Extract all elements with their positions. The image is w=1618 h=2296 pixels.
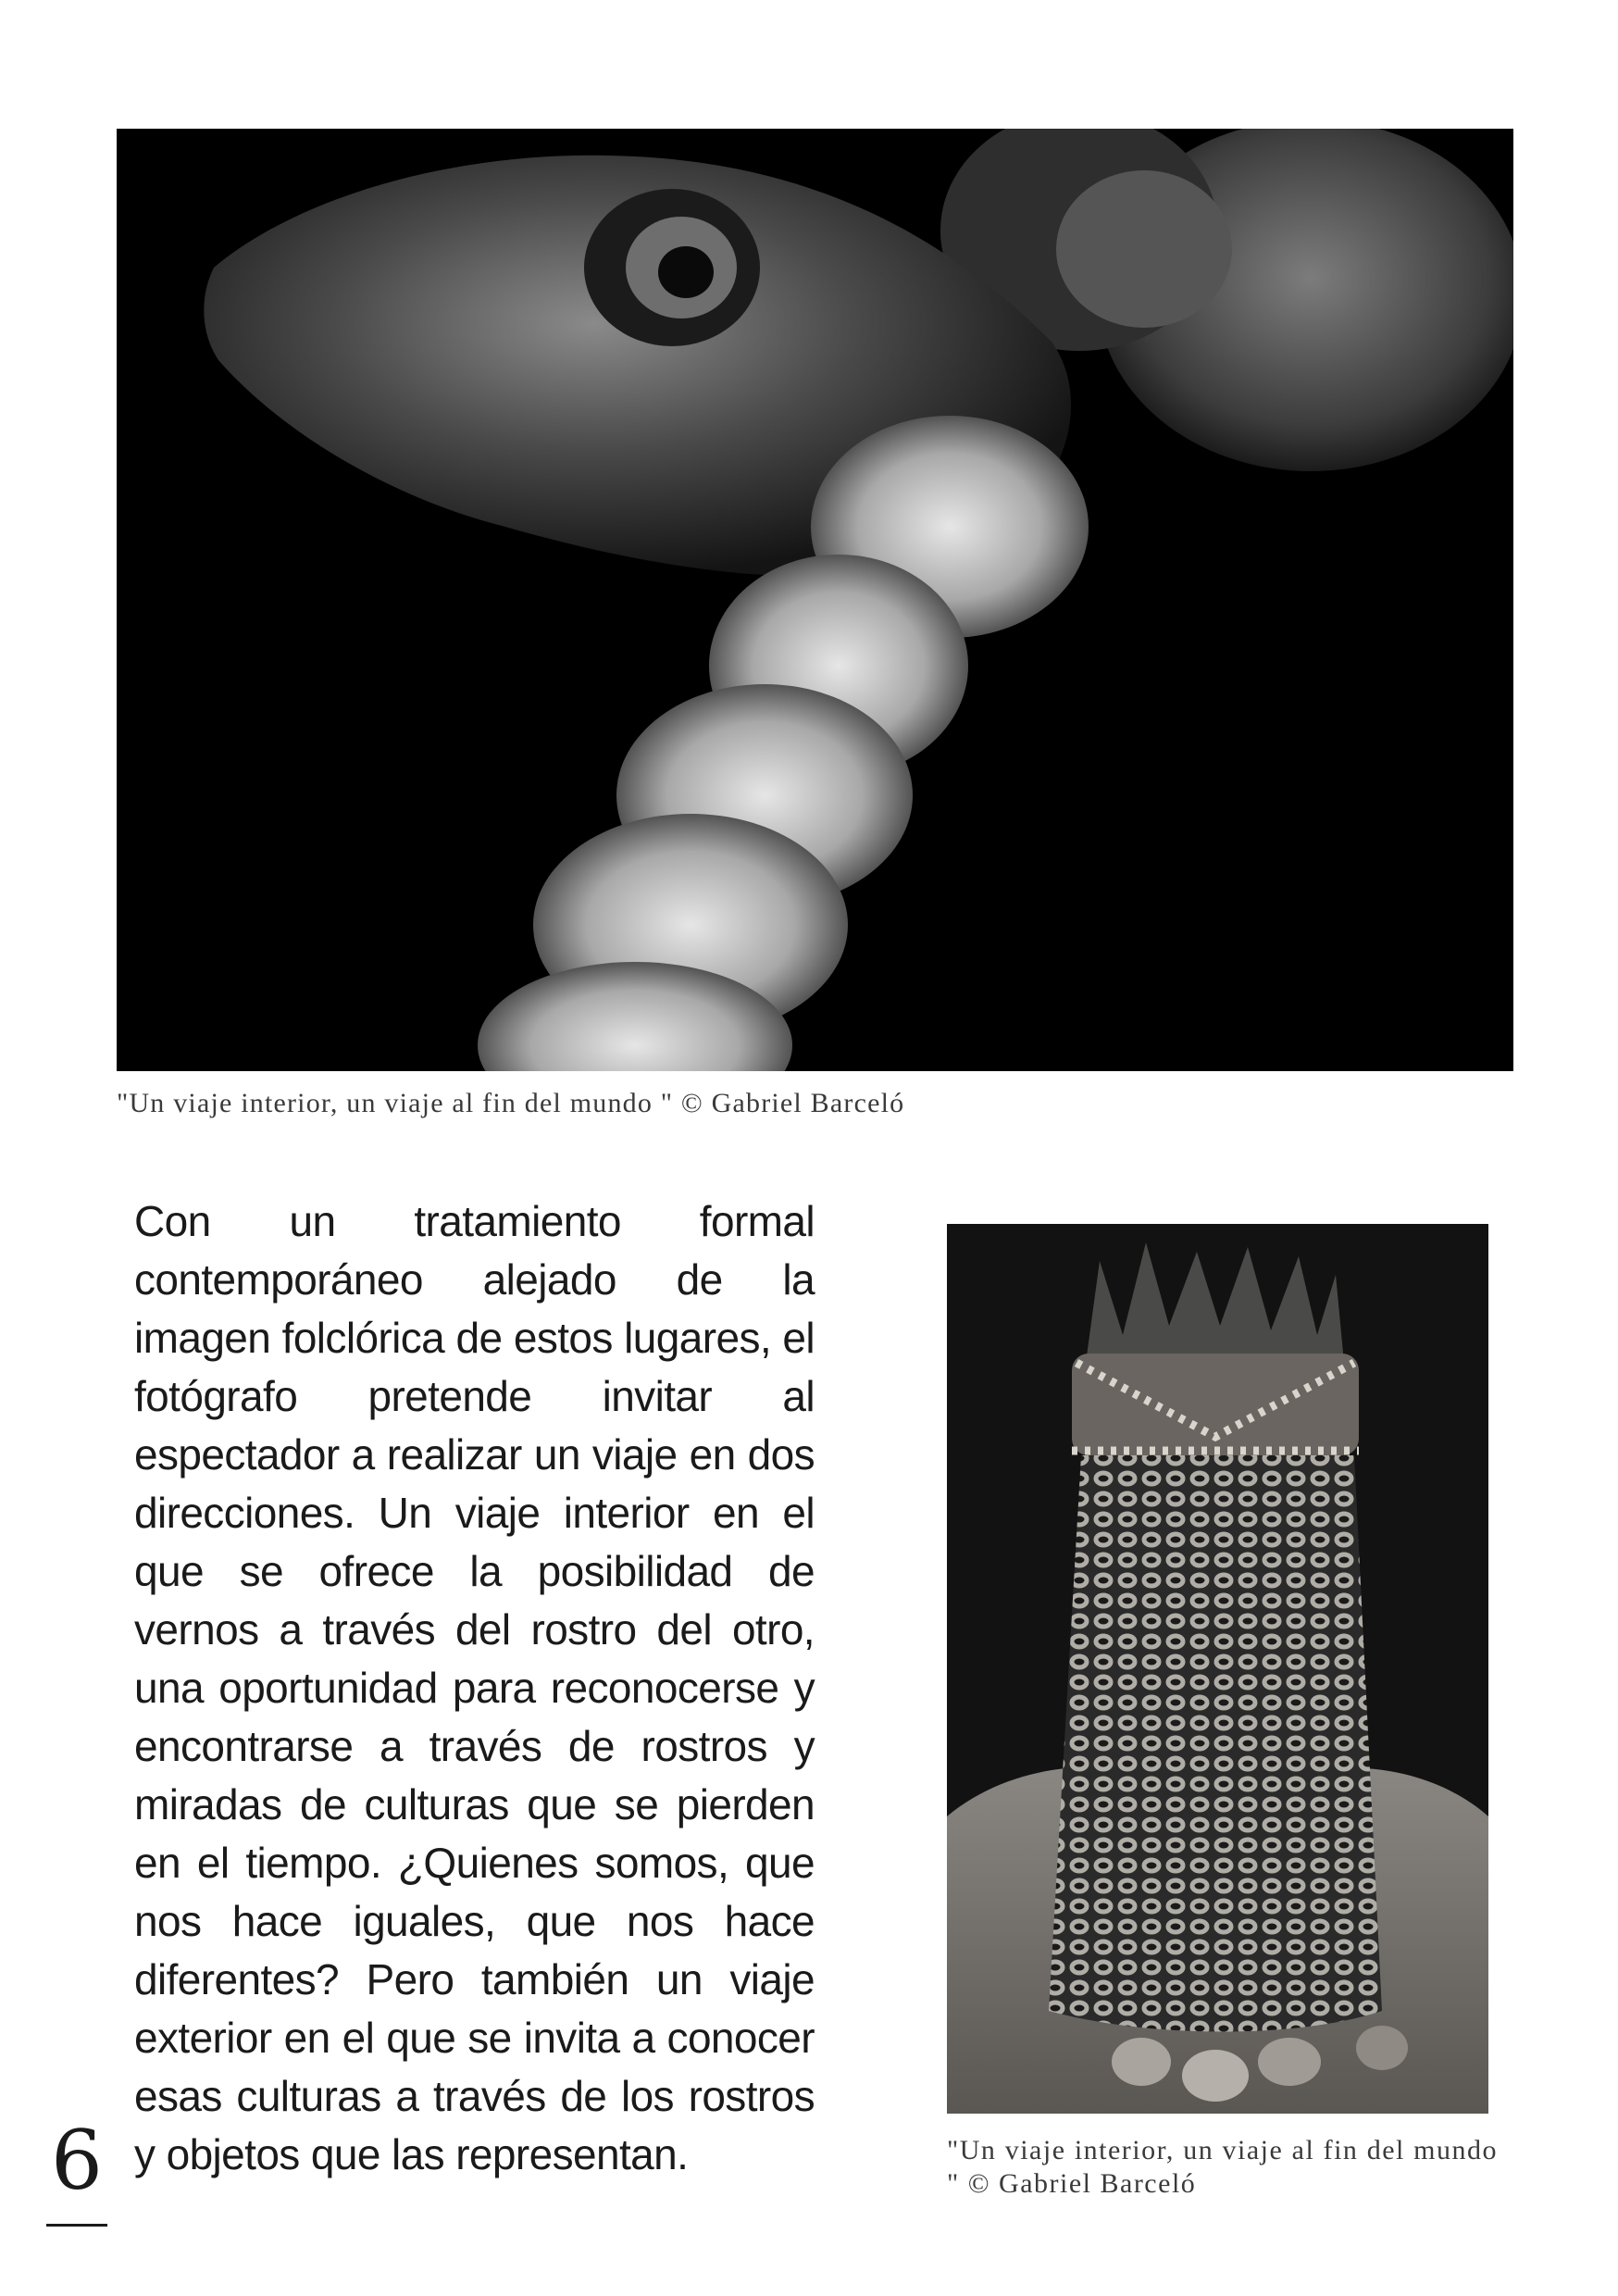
photo-top-image [117, 129, 1513, 1071]
page-number-underline [46, 2224, 107, 2227]
photo-top [117, 129, 1513, 1071]
article-body: Con un tratamiento formal contemporáneo alejado de la imagen folclórica de estos lugares, el fotógrafo pretende invitar al espectador a realizar un viaje en dos direcciones. Un viaje interior en el que se ofrece la posibilidad de vernos a través del rostro del otro, una oportunidad para reconocerse y encontrarse a través de rostros y miradas de culturas que se pierden en el tiempo. ¿Quienes somos, que nos hace iguales, que nos hace diferentes? Pero también un viaje exterior en el que se invita a conocer esas culturas a través de los rostros y objetos que las representan. [134, 1197, 815, 2178]
photo-right-caption: "Un viaje interior, un viaje al fin del mundo " © Gabriel Barceló [947, 2135, 1498, 2199]
photo-right-image [947, 1224, 1488, 2114]
photo-right [947, 1224, 1488, 2114]
photo-top-caption: "Un viaje interior, un viaje al fin del mundo " © Gabriel Barceló [117, 1088, 905, 1118]
page-number: 6 [51, 2113, 103, 2208]
